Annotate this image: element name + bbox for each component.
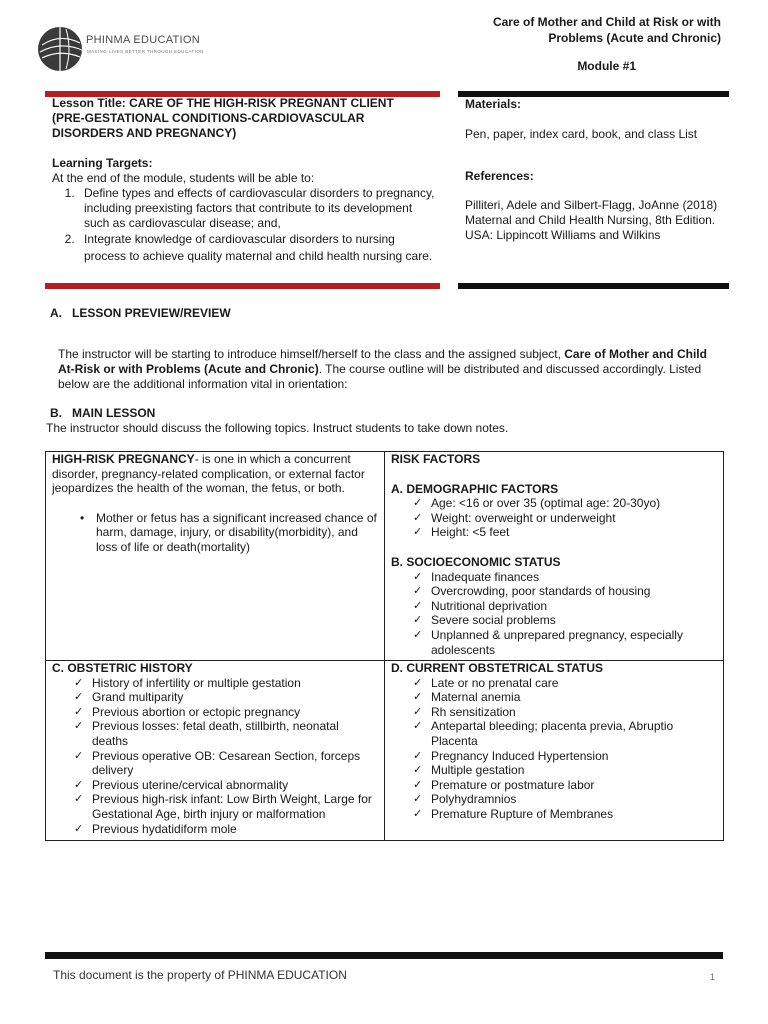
preview-text-end: . The course outline will be distributed and discussed accordingly. Listed below are the additional information vital in orientation: xyxy=(58,362,702,391)
preview-text-start: The instructor will be starting to introduce himself/herself to the class and the assigned subject, xyxy=(58,347,565,361)
learning-targets-heading: Learning Targets: xyxy=(52,156,153,170)
list-item: ✓ Previous operative OB: Cesarean Section, forceps delivery xyxy=(74,749,378,778)
module-number: Module #1 xyxy=(577,59,636,73)
targets-list xyxy=(78,186,437,264)
list-item: • Mother or fetus has a significant increased chance of harm, damage, injury, or disability(morbidity), and loss of life or death(mortality) xyxy=(74,511,378,555)
lesson-title-line3: DISORDERS AND PREGNANCY) xyxy=(52,126,237,140)
list-item: ✓ Previous uterine/cervical abnormality xyxy=(74,778,378,793)
high-risk-bullets xyxy=(74,511,378,555)
list-item: ✓ Rh sensitization xyxy=(413,705,717,720)
materials-heading: Materials: xyxy=(465,97,522,111)
list-item: ✓ History of infertility or multiple gestation xyxy=(74,676,378,691)
list-item: ✓ Maternal anemia xyxy=(413,690,717,705)
list-item: ✓ Premature or postmature labor xyxy=(413,778,717,793)
demographic-list xyxy=(413,496,717,540)
list-item: ✓ Nutritional deprivation xyxy=(413,599,717,614)
list-item: ✓ Pregnancy Induced Hypertension xyxy=(413,749,717,764)
phinma-logo xyxy=(36,18,206,78)
list-item: ✓ Multiple gestation xyxy=(413,763,717,778)
target-item: 2. Integrate knowledge of cardiovascular disorders to nursing process to achieve quality maternal and child health nursing care. xyxy=(78,231,437,264)
logo-name: PHINMA EDUCATION xyxy=(86,34,200,46)
target-item: 1. Define types and effects of cardiovascular disorders to pregnancy, including preexisting factors that contribute to its development such as cardiovascular disease; and, xyxy=(78,186,437,231)
lesson-title-line2: (PRE-GESTATIONAL CONDITIONS-CARDIOVASCULAR xyxy=(52,111,365,125)
list-item: ✓ Previous hydatidiform mole xyxy=(74,822,378,837)
risk-factors-table xyxy=(45,451,724,841)
right-bottom-rule xyxy=(458,283,729,289)
list-item: ✓ Severe social problems xyxy=(413,613,717,628)
main-lesson-intro: The instructor should discuss the following topics. Instruct students to take down notes. xyxy=(46,421,509,435)
footer-text: This document is the property of PHINMA EDUCATION xyxy=(53,968,347,982)
footer-rule xyxy=(45,952,723,959)
list-item: ✓ Previous losses: fetal death, stillbirth, neonatal deaths xyxy=(74,719,378,748)
list-item: ✓ Premature Rupture of Membranes xyxy=(413,807,717,822)
list-item: ✓ Inadequate finances xyxy=(413,570,717,585)
learning-targets xyxy=(52,171,437,264)
obstetric-history-cell xyxy=(46,661,385,841)
course-title-line1: Care of Mother and Child at Risk or with xyxy=(492,15,721,29)
current-status-list xyxy=(413,676,717,822)
list-item: ✓ Grand multiparity xyxy=(74,690,378,705)
lesson-preview-text xyxy=(58,347,713,392)
section-a-heading: A. LESSON PREVIEW/REVIEW xyxy=(50,306,231,320)
course-title-line2: Problems (Acute and Chronic) xyxy=(548,31,721,45)
list-item: ✓ Height: <5 feet xyxy=(413,525,717,540)
left-bottom-rule xyxy=(45,283,440,289)
high-risk-def: - is one in which a concurrent disorder, pregnancy-related complication, or external factor jeopardizes the health of the woman, the fetus, or both. xyxy=(52,452,365,496)
lesson-title-line1: Lesson Title: CARE OF THE HIGH-RISK PREGNANT CLIENT xyxy=(52,96,394,110)
page-number: 1 xyxy=(710,972,716,982)
obstetric-history-list xyxy=(74,676,378,837)
table-row xyxy=(46,661,724,841)
lesson-box xyxy=(52,96,437,264)
list-item: ✓ Unplanned & unprepared pregnancy, especially adolescents xyxy=(413,628,717,657)
references-text: Pilliteri, Adele and Silbert-Flagg, JoAnne (2018) Maternal and Child Health Nursing, 8th Edition. USA: Lippincott Williams and Wilkins xyxy=(465,198,718,242)
risk-factors-cell xyxy=(385,452,724,661)
obstetric-history-heading: C. OBSTETRIC HISTORY xyxy=(52,661,193,675)
socioeconomic-heading: B. SOCIOECONOMIC STATUS xyxy=(391,554,561,569)
list-item: ✓ Weight: overweight or underweight xyxy=(413,511,717,526)
phinma-globe-icon xyxy=(36,25,84,73)
learning-targets-intro: At the end of the module, students will be able to: xyxy=(52,171,315,185)
list-item: ✓ Late or no prenatal care xyxy=(413,676,717,691)
list-item: ✓ Previous abortion or ectopic pregnancy xyxy=(74,705,378,720)
table-row xyxy=(46,452,724,661)
list-item: ✓ Overcrowding, poor standards of housing xyxy=(413,584,717,599)
demographic-heading: A. DEMOGRAPHIC FACTORS xyxy=(391,481,559,496)
section-b-heading: B. MAIN LESSON xyxy=(50,406,156,420)
materials-text: Pen, paper, index card, book, and class List xyxy=(465,127,698,141)
materials-box xyxy=(465,97,735,243)
high-risk-definition xyxy=(52,452,378,496)
high-risk-cell xyxy=(46,452,385,661)
course-title xyxy=(421,14,721,46)
list-item: ✓ Antepartal bleeding; placenta previa, Abruptio Placenta xyxy=(413,719,717,748)
risk-factors-heading: RISK FACTORS xyxy=(391,452,481,466)
logo-tagline: MAKING LIVES BETTER THROUGH EDUCATION xyxy=(87,49,204,54)
preview-subject: Care of Mother and Child At-Risk or with Problems (Acute and Chronic) xyxy=(58,347,707,376)
current-status-cell xyxy=(385,661,724,841)
list-item: ✓ Polyhydramnios xyxy=(413,792,717,807)
list-item: ✓ Age: <16 or over 35 (optimal age: 20-30yo) xyxy=(413,496,717,511)
references-heading: References: xyxy=(465,169,534,183)
high-risk-term: HIGH-RISK PREGNANCY xyxy=(52,452,195,466)
list-item: ✓ Previous high-risk infant: Low Birth Weight, Large for Gestational Age, birth injury or malformation xyxy=(74,792,378,821)
socioeconomic-list xyxy=(413,570,717,658)
lesson-title xyxy=(52,96,437,141)
current-status-heading: D. CURRENT OBSTETRICAL STATUS xyxy=(391,661,603,675)
